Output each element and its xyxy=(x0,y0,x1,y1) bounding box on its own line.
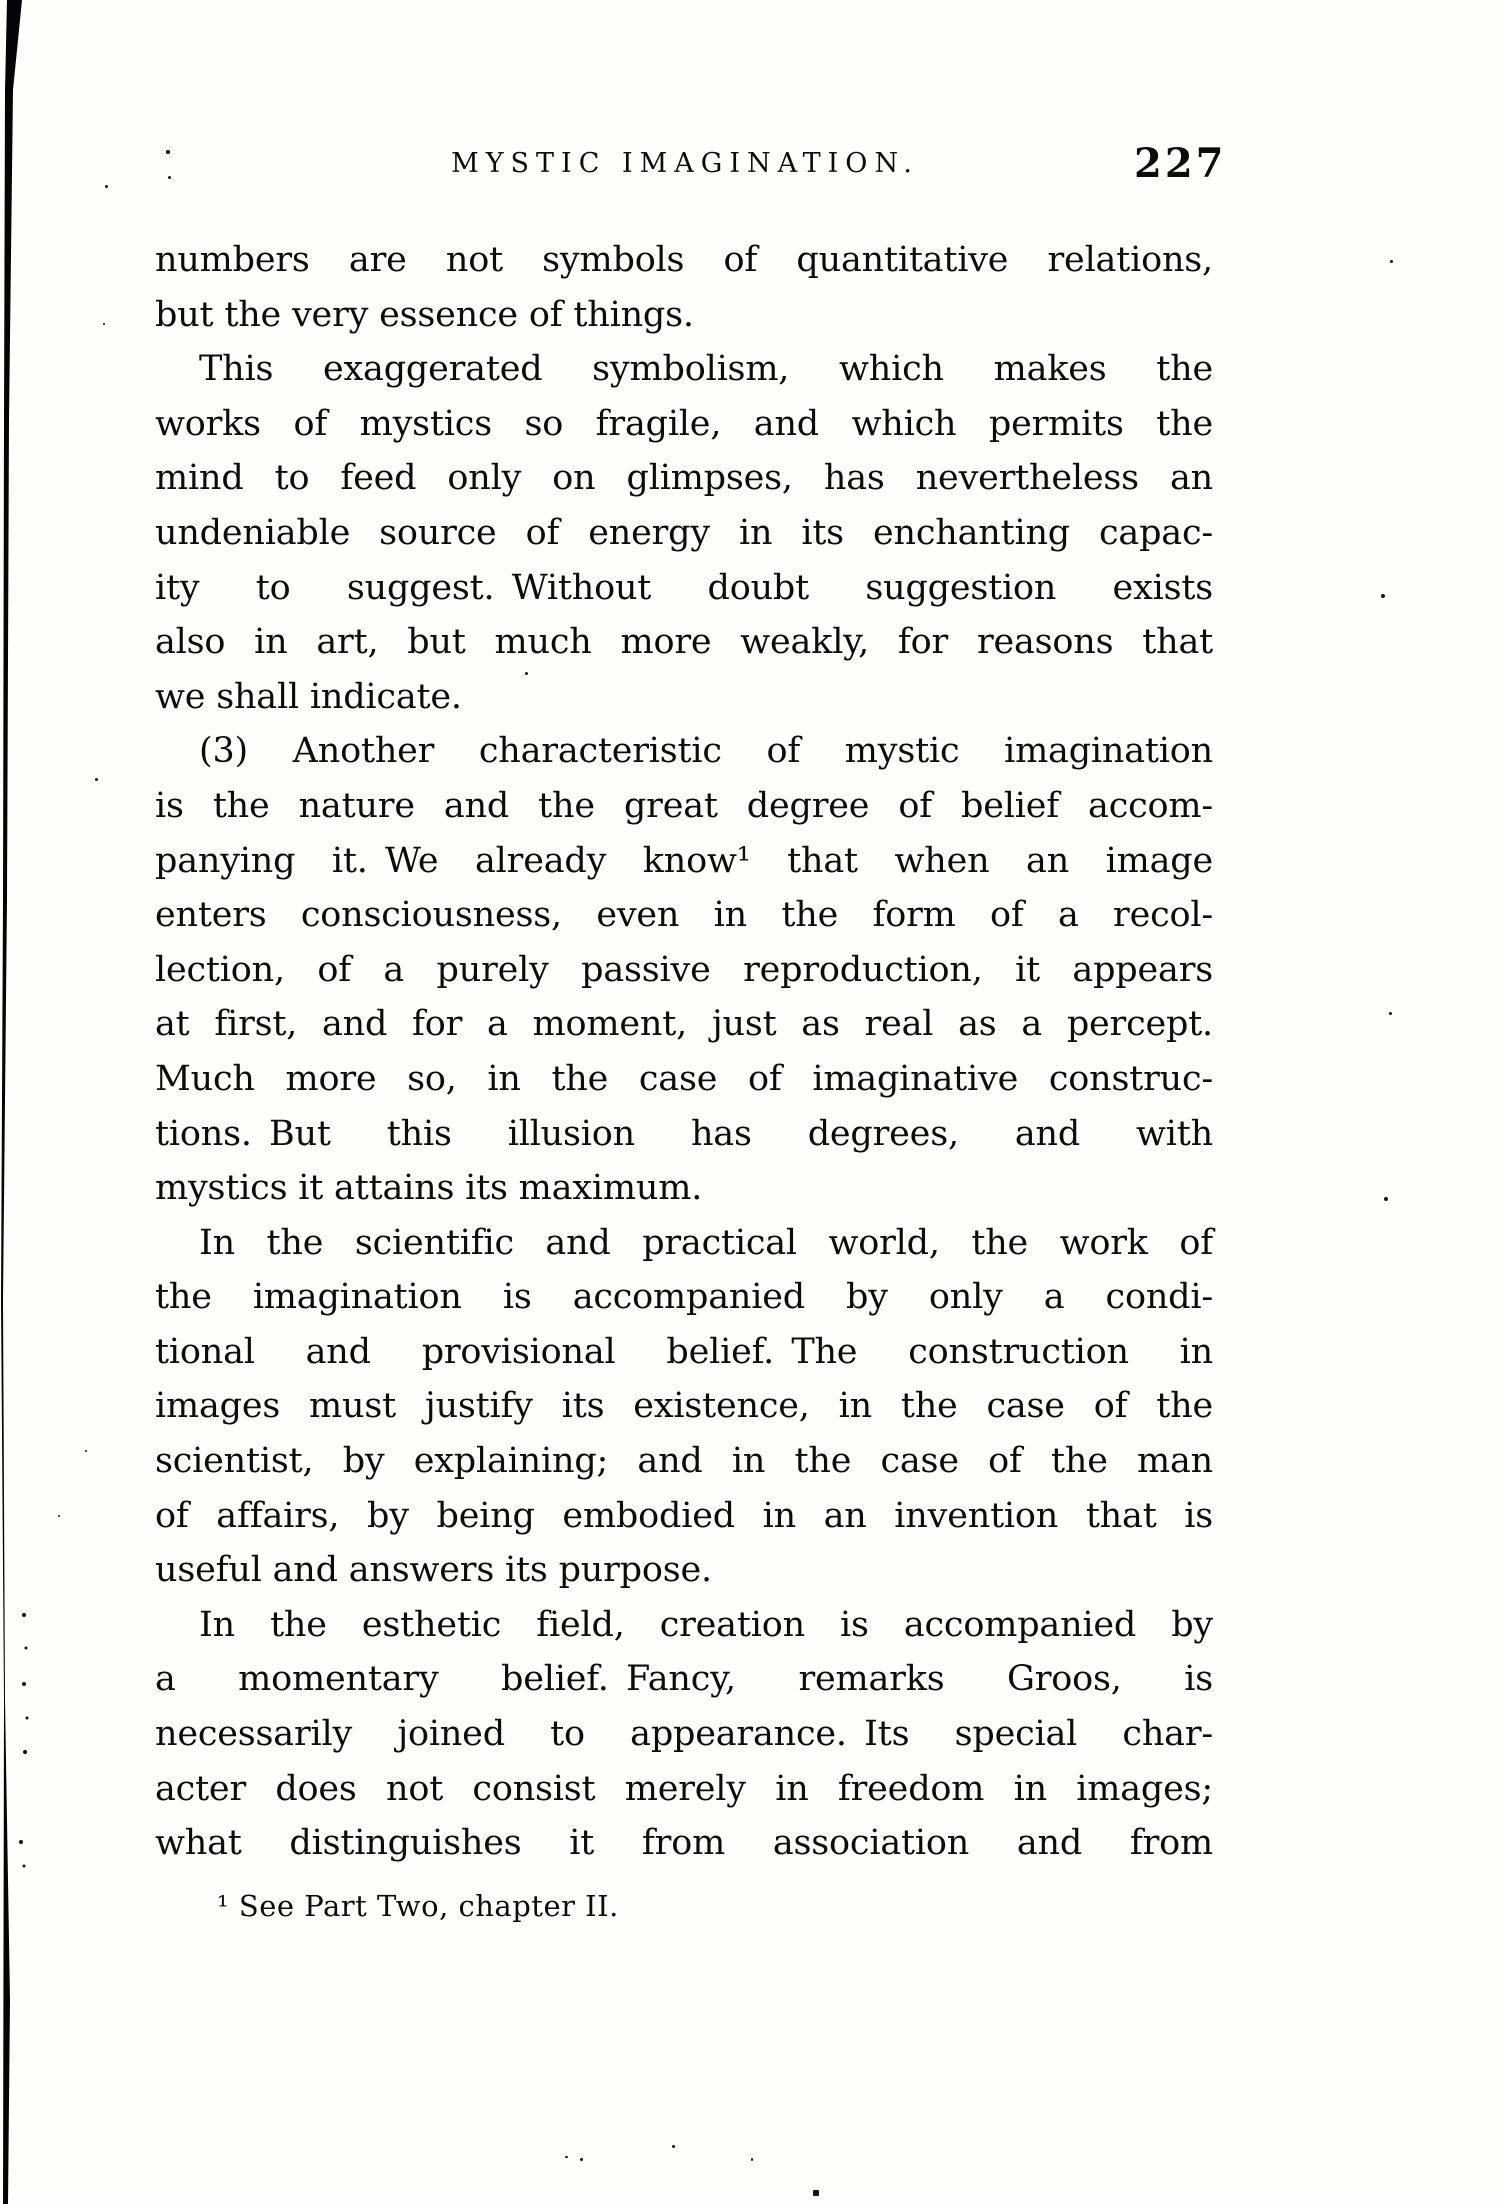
scan-speck xyxy=(1384,1197,1388,1201)
scan-speck xyxy=(105,185,108,188)
text-line: undeniable source of energy in its enchanting capac- xyxy=(155,512,1213,553)
text-line: useful and answers its purpose. xyxy=(155,1550,712,1591)
text-line: tions. But this illusion has degrees, and with xyxy=(155,1113,1213,1154)
scan-speck xyxy=(751,2158,753,2161)
text-line: is the nature and the great degree of belief accom- xyxy=(155,785,1213,826)
footnote: ¹ See Part Two, chapter II. xyxy=(217,1889,619,1923)
scan-speck xyxy=(95,778,98,781)
scan-speck xyxy=(58,1515,60,1517)
running-title: MYSTIC IMAGINATION. xyxy=(451,148,919,179)
scan-speck xyxy=(813,2190,819,2196)
text-line: This exaggerated symbolism, which makes the xyxy=(199,349,1213,390)
text-line: but the very essence of things. xyxy=(155,294,694,335)
scan-speck xyxy=(580,2158,583,2161)
text-line: also in art, but much more weakly, for reasons that xyxy=(155,622,1213,663)
text-line: necessarily joined to appearance. Its special char- xyxy=(155,1714,1213,1755)
text-line: we shall indicate. xyxy=(155,676,462,717)
text-line: what distinguishes it from association and from xyxy=(155,1823,1213,1864)
scan-speck xyxy=(85,1450,87,1452)
scan-speck xyxy=(168,176,171,179)
text-line: of affairs, by being embodied in an invention that is xyxy=(155,1495,1213,1536)
text-line: panying it. We already know¹ that when an image xyxy=(155,840,1213,881)
scan-speck xyxy=(672,2145,675,2148)
text-line: enters consciousness, even in the form of a recol- xyxy=(155,895,1213,936)
scan-speck xyxy=(166,150,170,154)
text-line: tional and provisional belief. The construction in xyxy=(155,1331,1213,1372)
text-line: (3) Another characteristic of mystic imagination xyxy=(199,731,1213,772)
scan-speck xyxy=(1381,594,1385,598)
text-line: ity to suggest. Without doubt suggestion exists xyxy=(155,567,1213,608)
text-line: a momentary belief. Fancy, remarks Groos, is xyxy=(155,1659,1213,1700)
text-line: In the esthetic field, creation is accompanied by xyxy=(199,1604,1213,1645)
text-line: Much more so, in the case of imaginative construc- xyxy=(155,1058,1213,1099)
text-line: numbers are not symbols of quantitative relations, xyxy=(155,240,1213,280)
text-line: In the scientific and practical world, the work of xyxy=(199,1222,1213,1263)
binding-edge-shadow xyxy=(0,0,40,2204)
scan-speck xyxy=(1389,1012,1392,1015)
text-line: at first, and for a moment, just as real as a percept. xyxy=(155,1004,1213,1045)
text-line: images must justify its existence, in the case of the xyxy=(155,1386,1213,1427)
scan-speck xyxy=(1390,260,1393,263)
text-line: scientist, by explaining; and in the case of the man xyxy=(155,1441,1213,1482)
scan-speck xyxy=(103,323,105,325)
text-line: lection, of a purely passive reproduction, it appears xyxy=(155,949,1213,990)
text-line: mind to feed only on glimpses, has nevertheless an xyxy=(155,458,1213,499)
text-line: works of mystics so fragile, and which permits the xyxy=(155,403,1213,444)
body-text xyxy=(155,233,1213,1871)
scan-speck xyxy=(525,672,528,675)
text-line: mystics it attains its maximum. xyxy=(155,1168,703,1209)
text-line: the imagination is accompanied by only a condi- xyxy=(155,1277,1213,1318)
page-number: 227 xyxy=(1134,140,1227,187)
text-line: acter does not consist merely in freedom in images; xyxy=(155,1768,1213,1809)
scan-speck xyxy=(565,2156,568,2158)
